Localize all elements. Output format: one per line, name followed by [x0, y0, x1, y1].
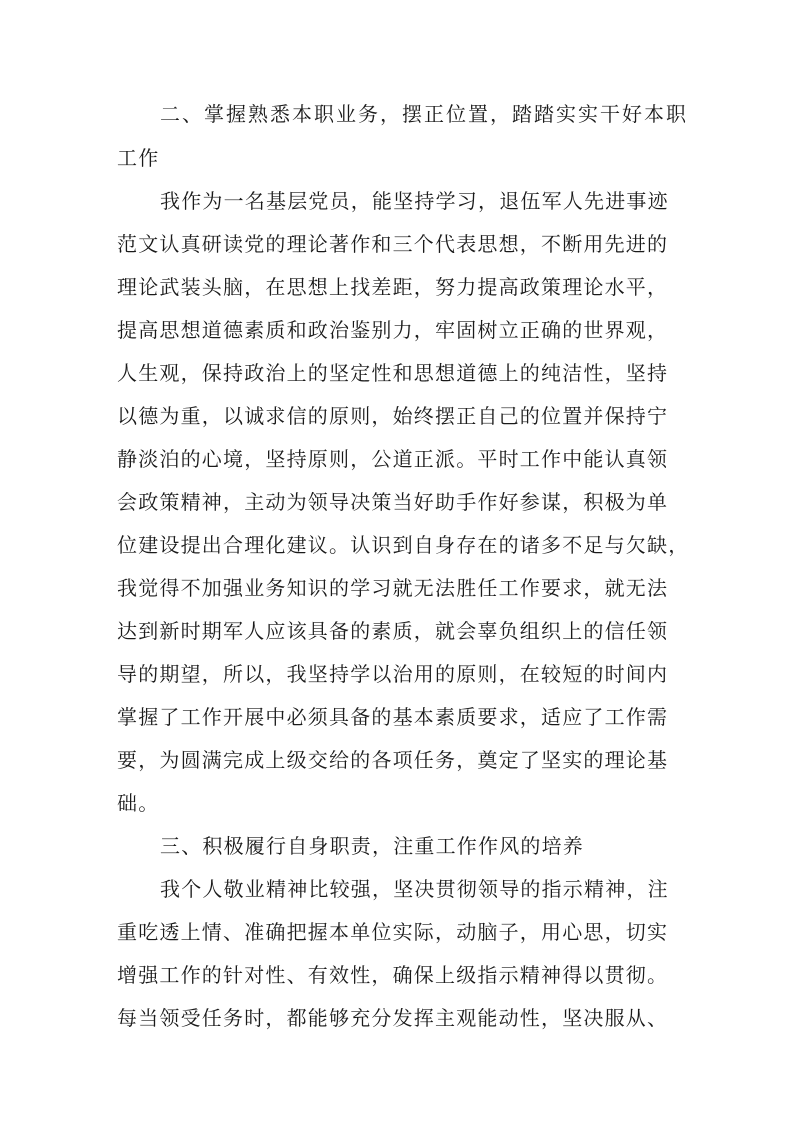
paragraph-line: 我作为一名基层党员，能坚持学习，退伍军人先进事迹: [160, 189, 669, 213]
section-heading-continuation: 工作: [117, 146, 160, 170]
paragraph-line: 掌握了工作开展中必须具备的基本素质要求，适应了工作需: [117, 705, 669, 729]
paragraph-line: 导的期望，所以，我坚持学以治用的原则，在较短的时间内: [117, 662, 669, 686]
paragraph-line: 会政策精神，主动为领导决策当好助手作好参谋，积极为单: [117, 490, 669, 514]
paragraph-line: 理论武装头脑，在思想上找差距，努力提高政策理论水平，: [117, 275, 669, 299]
paragraph-line: 范文认真研读党的理论著作和三个代表思想，不断用先进的: [117, 232, 669, 256]
paragraph-line: 增强工作的针对性、有效性，确保上级指示精神得以贯彻。: [117, 963, 669, 987]
paragraph-line: 我觉得不加强业务知识的学习就无法胜任工作要求，就无法: [117, 576, 669, 600]
section-heading: 二、掌握熟悉本职业务，摆正位置，踏踏实实干好本职: [160, 102, 688, 126]
section-heading: 三、积极履行自身职责，注重工作作风的培养: [160, 834, 584, 858]
paragraph-line: 位建设提出合理化建议。认识到自身存在的诸多不足与欠缺，: [117, 533, 690, 557]
paragraph-line: 提高思想道德素质和政治鉴别力，牢固树立正确的世界观，: [117, 318, 669, 342]
paragraph-line: 重吃透上情、准确把握本单位实际，动脑子，用心思，切实: [117, 920, 669, 944]
paragraph-line: 人生观，保持政治上的坚定性和思想道德上的纯洁性，坚持: [117, 361, 669, 385]
paragraph-line: 静淡泊的心境，坚持原则，公道正派。平时工作中能认真领: [117, 447, 669, 471]
paragraph-line: 达到新时期军人应该具备的素质，就会辜负组织上的信任领: [117, 619, 669, 643]
paragraph-line: 每当领受任务时，都能够充分发挥主观能动性，坚决服从、: [117, 1006, 669, 1030]
paragraph-line: 础。: [117, 791, 160, 815]
paragraph-line: 我个人敬业精神比较强，坚决贯彻领导的指示精神，注: [160, 877, 669, 901]
paragraph-line: 要，为圆满完成上级交给的各项任务，奠定了坚实的理论基: [117, 748, 669, 772]
paragraph-line: 以德为重，以诚求信的原则，始终摆正自己的位置并保持宁: [117, 404, 669, 428]
